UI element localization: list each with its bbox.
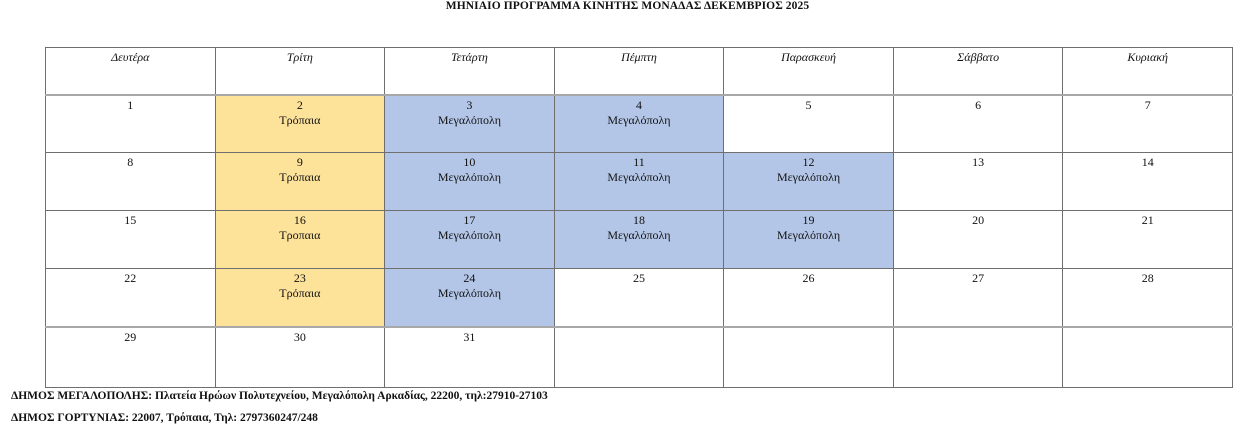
day-cell [46,211,216,269]
day-cell [893,269,1063,328]
week-row [46,269,1233,328]
day-cell [1063,95,1233,153]
day-cell [46,95,216,153]
day-number: 22 [124,271,137,285]
day-number: 1 [127,98,134,112]
day-number: 8 [127,155,134,169]
day-number: 11 [633,155,645,169]
day-number: 30 [293,330,306,344]
day-cell [215,327,385,388]
weekday-header-tuesday: Τρίτη [215,48,385,96]
location-label: Μεγαλόπολη [776,170,841,184]
day-cell-megalopoli [554,153,724,211]
day-number: 24 [463,271,476,285]
location-label: Μεγαλόπολη [437,170,501,184]
week-row [46,327,1233,388]
weekday-header-sunday: Κυριακή [1063,48,1233,96]
day-cell [46,269,216,328]
day-number: 14 [1141,155,1154,169]
day-number: 16 [293,213,306,227]
day-cell [1063,153,1233,211]
day-number: 31 [463,330,476,344]
day-number: 7 [1144,98,1151,112]
week-row [46,153,1233,211]
day-number: 29 [124,330,137,344]
day-number: 26 [802,271,815,285]
day-cell-tropaia [215,153,385,211]
day-number: 20 [972,213,985,227]
day-number: 23 [293,271,306,285]
footer-megalopoli-contact: ΔΗΜΟΣ ΜΕΓΑΛΟΠΟΛΗΣ: Πλατεία Ηρώων Πολυτεχνείου, Μεγαλόπολη Αρκαδίας, 22200, τηλ:27910-27103 [11,390,548,402]
footer-gortynia-contact: ΔΗΜΟΣ ΓΟΡΤΥΝΙΑΣ: 22007, Τρόπαια, Τηλ: 2797360247/248 [11,412,318,424]
day-cell [385,327,555,388]
day-number: 19 [802,213,815,227]
day-number: 28 [1141,271,1154,285]
day-number: 25 [632,271,645,285]
weekday-header-thursday: Πέμπτη [554,48,724,96]
day-number: 3 [466,98,473,112]
day-number: 4 [635,98,642,112]
week-row [46,211,1233,269]
day-cell [893,211,1063,269]
location-label: Μεγαλόπολη [607,228,671,242]
day-number: 6 [975,98,982,112]
location-label: Μεγαλόπολη [437,286,501,300]
day-number: 2 [296,98,303,112]
weekday-header-row [46,48,1233,96]
day-cell [1063,269,1233,328]
day-number: 21 [1141,213,1154,227]
day-cell-megalopoli [554,95,724,153]
location-label: Μεγαλόπολη [607,113,671,127]
day-cell-empty [1063,327,1233,388]
day-cell [1063,211,1233,269]
location-label: Μεγαλόπολη [776,228,841,242]
day-cell-empty [554,327,724,388]
location-label: Μεγαλόπολη [437,113,501,127]
day-cell [724,269,894,328]
page-title: ΜΗΝΙΑΙΟ ΠΡΟΓΡΑΜΜΑ ΚΙΝΗΤΗΣ ΜΟΝΑΔΑΣ ΔΕΚΕΜΒΡΙΟΣ 2025 [445,0,810,12]
day-number: 13 [972,155,985,169]
day-cell-empty [724,327,894,388]
location-label: Μεγαλόπολη [607,170,671,184]
day-cell-megalopoli [385,153,555,211]
monthly-calendar-table [45,47,1233,388]
day-cell-tropaia [215,95,385,153]
day-cell [46,153,216,211]
day-cell-megalopoli [724,211,894,269]
day-number: 12 [802,155,815,169]
day-cell-tropaia [215,269,385,328]
day-cell [893,95,1063,153]
day-cell [46,327,216,388]
day-number: 27 [972,271,985,285]
day-cell-megalopoli [724,153,894,211]
day-cell-empty [893,327,1063,388]
day-cell [554,269,724,328]
location-label: Τροπαια [279,228,321,242]
day-number: 18 [632,213,645,227]
day-number: 5 [805,98,812,112]
day-cell [724,95,894,153]
day-cell-tropaia [215,211,385,269]
week-row [46,95,1233,153]
day-cell [893,153,1063,211]
location-label: Τρόπαια [279,113,321,127]
day-number: 17 [463,213,476,227]
weekday-header-wednesday: Τετάρτη [385,48,555,96]
weekday-header-friday: Παρασκευή [724,48,894,96]
day-cell-megalopoli [554,211,724,269]
day-number: 9 [296,155,303,169]
weekday-header-monday: Δευτέρα [46,48,216,96]
location-label: Τρόπαια [279,170,321,184]
location-label: Μεγαλόπολη [437,228,501,242]
day-cell-megalopoli [385,269,555,328]
weekday-header-saturday: Σάββατο [893,48,1063,96]
day-number: 10 [463,155,476,169]
day-number: 15 [124,213,137,227]
location-label: Τρόπαια [279,286,321,300]
day-cell-megalopoli [385,211,555,269]
day-cell-megalopoli [385,95,555,153]
